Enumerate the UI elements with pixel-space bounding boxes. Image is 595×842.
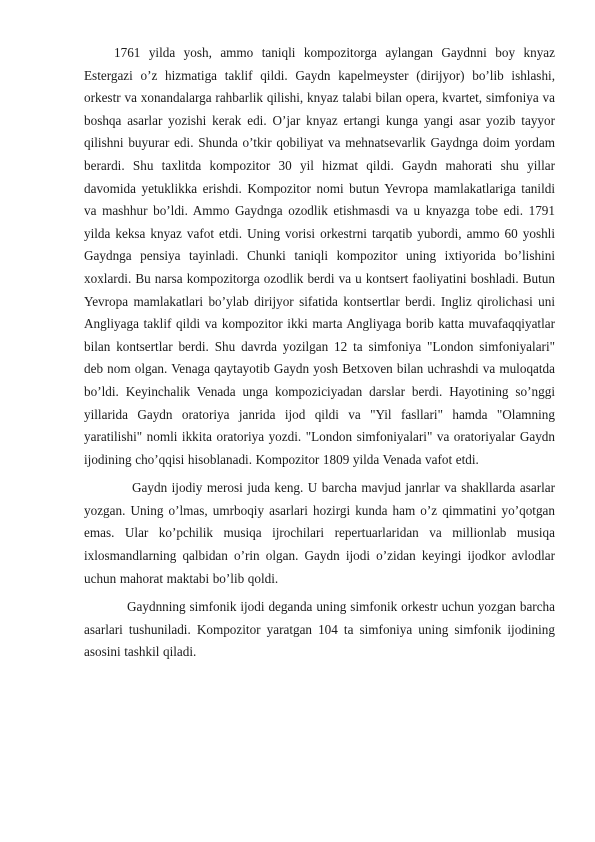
paragraph-biography: 1761 yilda yosh, ammo taniqli kompozitorga aylangan Gaydnni boy knyaz Estergazi o’z hizmatiga taklif qildi. Gaydn kapelmeyster (dirijyor) bo’lib ishlashi, orkestr va xonandalarga rahbarlik qilishi, knyaz talabi bilan opera, kvartet, simfoniya va boshqa asarlar yozishi kerak edi. O’jar knyaz ertangi kunga yangi asar yozib tayyor qilishni buyurar edi. Shunda o’tkir qobiliyat va mehnatsevarlik Gaydnga doim yordam berardi. Shu taxlitda kompozitor 30 yil hizmat qildi. Gaydn mahorati shu yillar davomida yetuklikka erishdi. Kompozitor nomi butun Yevropa mamlakatlariga tanildi va mashhur bo’ldi. Ammo Gaydnga ozodlik etishmasdi va u knyazga tobe edi. 1791 yilda keksa knyaz vafot etdi. Uning vorisi orkestrni tarqatib yubordi, ammo 60 yoshli Gaydnga pensiya tayinladi. Chunki taniqli kompozitor uning ixtiyorida bo’lishini xoxlardi. Bu narsa kompozitorga ozodlik berdi va u kontsert faoliyatini boshladi. Butun Yevropa mamlakatlari bo’ylab dirijyor sifatida kontsertlar berdi. Ingliz qirolichasi uni Angliyaga taklif qildi va kompozitor ikki marta Angliyaga borib katta muvafaqqiyatlar bilan kontsertlar berdi. Shu davrda yozilgan 12 ta simfoniya "London simfoniyalari" deb nom olgan. Venaga qaytayotib Gaydn yosh Betxoven bilan uchrashdi va muloqatda bo’ldi. Keyinchalik Venada unga kompoziciyadan darslar berdi. Hayotining so’nggi yillarida Gaydn oratoriya janrida ijod qildi va "Yil fasllari" hamda "Olamning yaratilishi" nomli ikkita oratoriya yozdi. "London simfoniyalari" va oratoriyalar Gaydn ijodining cho’qqisi hisoblanadi. Kompozitor 1809 yilda Venada vafot etdi. — [84, 45, 555, 467]
document-page — [84, 42, 555, 664]
paragraph-symphonic-works: Gaydnning simfonik ijodi deganda uning simfonik orkestr uchun yozgan barcha asarlari tushuniladi. Kompozitor yaratgan 104 ta simfoniya uning simfonik ijodining asosini tashkil qiladi. — [84, 599, 555, 660]
paragraph-legacy: Gaydn ijodiy merosi juda keng. U barcha mavjud janrlar va shakllarda asarlar yozgan. Uning o’lmas, umrboqiy asarlari hozirgi kunda ham o’z qimmatini yo’qotgan emas. Ular ko’pchilik musiqa ijrochilari repertuarlaridan va millionlab musiqa ixlosmandlarning qalbidan o’rin olgan. Gaydn ijodi o’zidan keyingi ijodkor avlodlar uchun mahorat maktabi bo’lib qoldi. — [84, 480, 555, 586]
